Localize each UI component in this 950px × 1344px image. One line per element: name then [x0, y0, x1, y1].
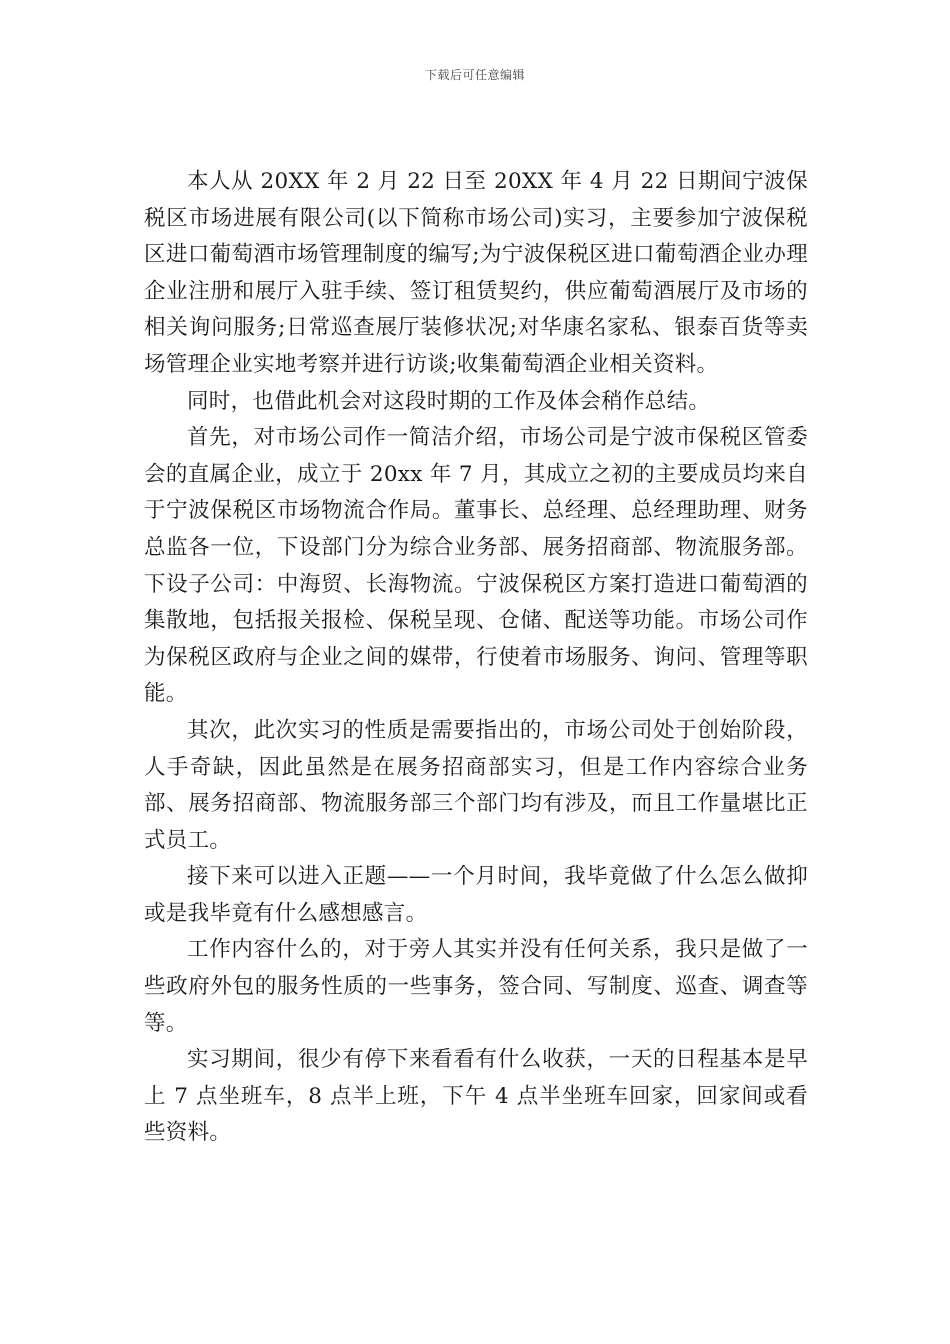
paragraph-company-intro: 首先，对市场公司作一简洁介绍，市场公司是宁波市保税区管委会的直属企业，成立于 20xx 年 7 月，其成立之初的主要成员均来自于宁波保税区市场物流合作局。董事长、总经理、总经理助理、财务总监各一位，下设部门分为综合业务部、展务招商部、物流服务部。下设子公司：中海贸、长海物流。宁波保税区方案打造进口葡萄酒的集散地，包括报关报检、保税呈现、仓储、配送等功能。市场公司作为保税区政府与企业之间的媒带，行使着市场服务、询问、管理等职能。 — [144, 425, 808, 707]
paragraph-daily-schedule: 实习期间，很少有停下来看看有什么收获，一天的日程基本是早上 7 点坐班车，8 点半上班，下午 4 点半坐班车回家，回家间或看些资料。 — [144, 1047, 808, 1146]
paragraph-internship-nature: 其次，此次实习的性质是需要指出的，市场公司处于创始阶段，人手奇缺，因此虽然是在展务招商部实习，但是工作内容综合业务部、展务招商部、物流服务部三个部门均有涉及，而且工作量堪比正式员工。 — [144, 717, 808, 853]
document-body — [144, 164, 808, 1152]
paragraph-internship-overview: 本人从 20XX 年 2 月 22 日至 20XX 年 4 月 22 日期间宁波保税区市场进展有限公司(以下简称市场公司)实习，主要参加宁波保税区进口葡萄酒市场管理制度的编写;为宁波保税区进口葡萄酒企业办理企业注册和展厅入驻手续、签订租赁契约，供应葡萄酒展厅及市场的相关询问服务;日常巡查展厅装修状况;对华康名家私、银泰百货等卖场管理企业实地考察并进行访谈;收集葡萄酒企业相关资料。 — [144, 169, 808, 377]
page-header: 下载后可任意编辑 — [424, 68, 525, 82]
paragraph-work-content: 工作内容什么的，对于旁人其实并没有任何关系，我只是做了一些政府外包的服务性质的一些事务，签合同、写制度、巡查、调查等等。 — [144, 937, 808, 1036]
paragraph-summary-intro: 同时，也借此机会对这段时期的工作及体会稍作总结。 — [187, 388, 711, 414]
paragraph-main-topic: 接下来可以进入正题——一个月时间，我毕竟做了什么怎么做抑或是我毕竟有什么感想感言。 — [144, 864, 808, 926]
